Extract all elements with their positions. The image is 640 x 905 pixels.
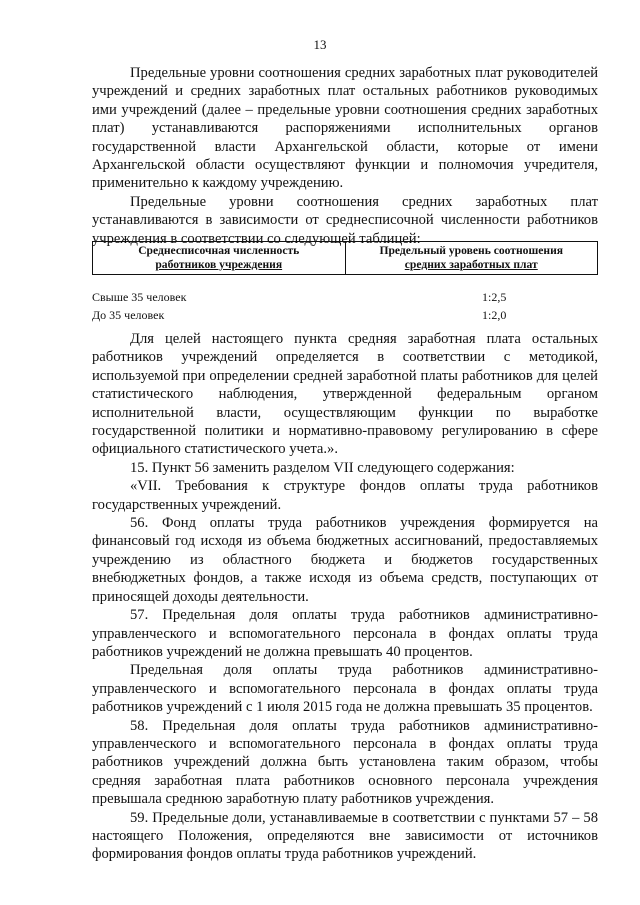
- paragraph-methodology: Для целей настоящего пункта средняя заработная плата остальных работников учреждений определяется в соответствии с методикой, используемой при определении средней заработной платы работников для целей статистического наблюдения, утвержденной федеральным органом исполнительной власти, осуществляющим функции по выработке государственной политики и нормативно-правовому регулированию в сфере официального статистического учета.».: [92, 331, 598, 458]
- paragraph-limits: Предельные уровни соотношения средних заработных плат руководителей учреждений и средних заработных плат остальных работников руководимых ими учреждений (далее – предельные уровни соотношения средних заработных плат) устанавливаются распоряжениями исполнительных органов государственной власти Архангельской области, которые от имени Архангельской области осуществляют функции и полномочия учредителя, применительно к каждому учреждению.: [92, 65, 598, 192]
- header-salary-ratio: Предельный уровень соотношения средних заработных плат: [345, 242, 598, 275]
- table-row: [92, 288, 598, 306]
- paragraph-item-59: 59. Предельные доли, устанавливаемые в соответствии с пунктами 57 – 58 настоящего Положения, определяются вне зависимости от источников формирования фондов оплаты труда работников учреждений.: [92, 809, 598, 863]
- page-number: 13: [313, 37, 327, 52]
- paragraph-item-15: 15. Пункт 56 заменить разделом VII следующего содержания:: [130, 459, 515, 476]
- ratio-table-rows: [92, 288, 598, 324]
- row-label: Свыше 35 человек: [92, 290, 187, 304]
- intro-text: [92, 64, 598, 248]
- body-text: [92, 330, 598, 864]
- paragraph-item-58: 58. Предельная доля оплаты труда работников административно-управленческого и вспомогательного персонала в фондах оплаты труда работников учреждений должна быть установлена таким образом, чтобы средняя заработная плата работников основного персонала учреждения превышала среднюю заработную плату работников учреждения.: [92, 717, 598, 808]
- row-value: 1:2,0: [482, 308, 507, 322]
- paragraph-table-intro: Предельные уровни соотношения средних заработных плат устанавливаются в зависимости от среднесписочной численности работников учреждения в соответствии со следующей таблицей:: [92, 193, 598, 247]
- table-row: [92, 306, 598, 324]
- header-staff-count: Среднесписочная численность работников учреждения: [93, 242, 346, 275]
- paragraph-section-vii: «VII. Требования к структуре фондов оплаты труда работников государственных учреждений.: [92, 478, 598, 513]
- paragraph-item-56: 56. Фонд оплаты труда работников учреждения формируется на финансовый год исходя из объема бюджетных ассигнований, предоставляемых учреждению из областного бюджета и бюджетов государственных внебюджетных фондов, а также исходя из объема средств, поступающих от приносящей доходы деятельности.: [92, 515, 598, 605]
- row-label: До 35 человек: [92, 308, 165, 322]
- paragraph-item-57-2015: Предельная доля оплаты труда работников административно-управленческого и вспомогательного персонала в фондах оплаты труда работников учреждений с 1 июля 2015 года не должна превышать 35 процентов.: [92, 662, 598, 716]
- paragraph-item-57: 57. Предельная доля оплаты труда работников административно-управленческого и вспомогательного персонала в фондах оплаты труда работников учреждений не должна превышать 40 процентов.: [92, 607, 598, 660]
- row-value: 1:2,5: [482, 290, 507, 304]
- ratio-table-header: [92, 241, 598, 275]
